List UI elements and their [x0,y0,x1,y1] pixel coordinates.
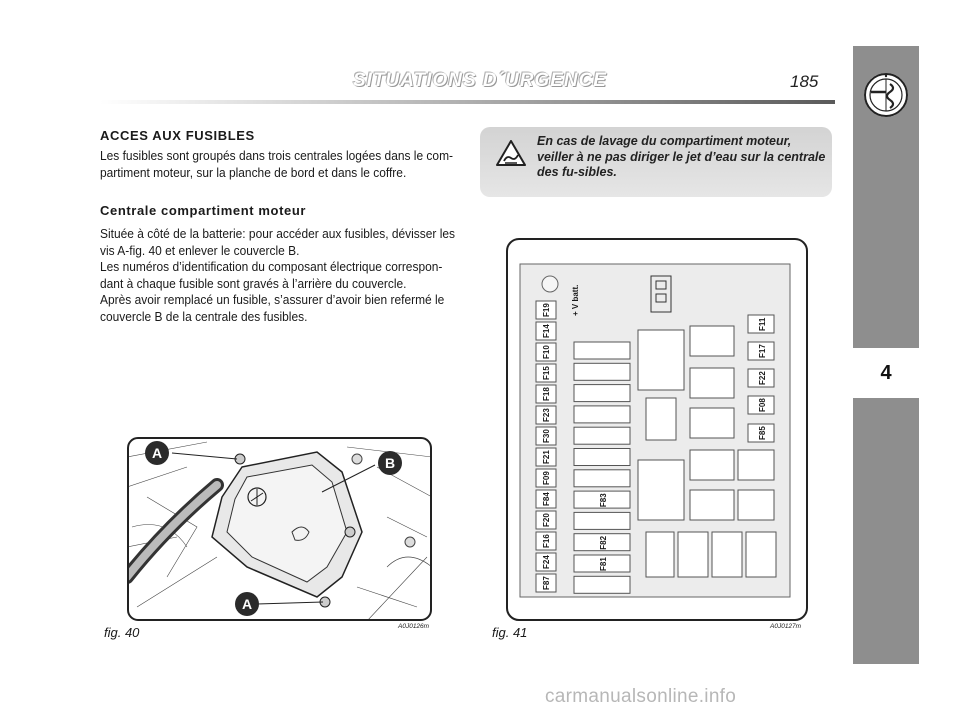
fuse-f20[interactable] [536,511,556,529]
callout-b-label: B [384,455,396,471]
battery-label: + V batt. [571,284,580,316]
warning-text: En cas de lavage du compartiment moteur, veiller à ne pas diriger le jet d’eau sur la centrale des fu-sibles. [537,134,826,179]
body-paragraph-2: Les numéros d’identification du composant électrique correspon-dant à chaque fusible sont gravés à l’arrière du couvercle. [100,259,443,291]
page-number: 185 [790,72,819,91]
fuse-f84[interactable] [536,490,556,508]
fuse-f11[interactable] [748,315,774,333]
fuse-label: F82 [599,535,608,550]
fuse-box-diagram [506,238,808,621]
fuse-f22[interactable] [748,369,774,387]
fuse-f17[interactable] [748,342,774,360]
callout-a-bottom-label: A [241,596,253,612]
fuse-f18[interactable] [536,385,556,403]
fuse-label: F17 [758,344,767,358]
body-paragraph-3: Après avoir remplacé un fusible, s’assurer d’avoir bien refermé le couvercle B de la centrale des fusibles. [100,292,445,324]
fuse-f30[interactable] [536,427,556,445]
fuse-f85[interactable] [748,424,774,442]
watermark: carmanualsonline.info [545,686,737,707]
fuse-label: F09 [542,471,551,485]
chapter-tab[interactable]: 4 [853,349,919,397]
fig41-caption: fig. 41 [492,625,528,640]
fuse-slot[interactable] [574,576,630,593]
fuse-slot[interactable] [574,449,630,466]
fuse-f19[interactable] [536,301,556,319]
fuse-label: F20 [542,513,551,527]
fuse-label: F87 [542,576,551,590]
fuse-slot[interactable] [574,406,630,423]
header-divider [100,100,835,104]
fuse-slot[interactable] [574,427,630,444]
fig40-caption: fig. 40 [104,625,140,640]
fuse-f24[interactable] [536,553,556,571]
callout-a-top-label: A [151,445,163,461]
fuse-label: F10 [542,345,551,359]
alfa-romeo-logo-icon [863,72,909,118]
page-header-title: SITUATIONS D´URGENCE [353,70,607,91]
fuse-label: F85 [758,426,767,440]
fuse-f08[interactable] [748,396,774,414]
fig40-code: A0J0126m [398,623,430,630]
battery-terminal-icon [542,276,558,292]
fuse-slot[interactable] [574,363,630,380]
fuse-slot[interactable] [574,470,630,487]
fuse-slot[interactable] [574,385,630,402]
fuse-f15[interactable] [536,364,556,382]
fuse-f09[interactable] [536,469,556,487]
fuse-f87[interactable] [536,574,556,592]
fuse-label: F15 [542,366,551,380]
fuse-label: F19 [542,303,551,317]
fuse-f81[interactable] [574,555,630,572]
body-paragraphs [100,226,463,325]
warning-triangle-icon [496,140,526,166]
fuse-f14[interactable] [536,322,556,340]
fuse-slot[interactable] [574,342,630,359]
fuse-f23[interactable] [536,406,556,424]
fuse-label: F24 [542,555,551,569]
fuse-f10[interactable] [536,343,556,361]
fuse-label: F22 [758,371,767,385]
subsection-title: Centrale compartiment moteur [100,203,307,218]
fuse-f83[interactable] [574,491,630,508]
fuse-label: F83 [599,493,608,508]
fig41-code: A0J0127m [770,623,802,630]
fuse-label: F23 [542,408,551,422]
fuse-label: F30 [542,429,551,443]
fuse-f16[interactable] [536,532,556,550]
fuse-label: F08 [758,398,767,412]
fuse-f21[interactable] [536,448,556,466]
engine-fuse-box-illustration [127,437,432,621]
intro-paragraph: Les fusibles sont groupés dans trois centrales logées dans le com-partiment moteur, sur la planche de bord et dans le coffre. [100,148,454,180]
fuse-f82[interactable] [574,534,630,551]
fuse-label: F84 [542,492,551,506]
fuse-label: F18 [542,387,551,401]
chapter-sidebar-bottom [853,398,919,664]
fuse-label: F21 [542,450,551,464]
section-title: ACCES AUX FUSIBLES [100,128,255,143]
body-paragraph-1: Située à côté de la batterie: pour accéder aux fusibles, dévisser les vis A-fig. 40 et enlever le couvercle B. [100,226,456,258]
fuse-label: F81 [599,557,608,571]
fuse-label: F11 [758,317,767,331]
fuse-label: F16 [542,534,551,548]
fuse-slot[interactable] [574,512,630,529]
fuse-label: F14 [542,324,551,338]
